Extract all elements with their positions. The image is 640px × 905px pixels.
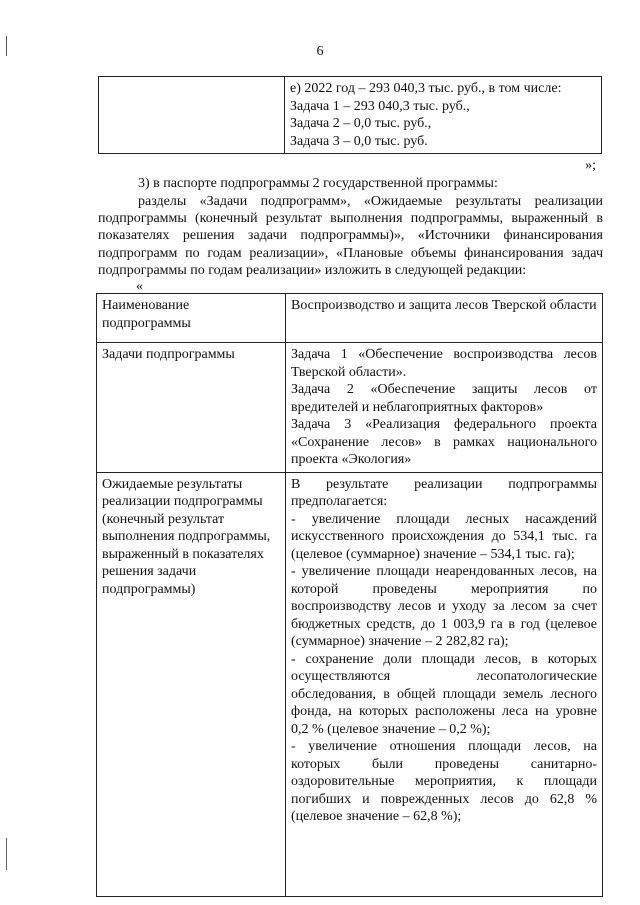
subprogram-passport-table [96, 293, 603, 897]
amendment-point-3: 3) в паспорте подпрограммы 2 государственной программы: [138, 176, 498, 191]
task-item: Задача 1 «Обеспечение воспроизводства лесов Тверской области». [291, 347, 597, 380]
funding-line: Задача 1 – 293 040,3 тыс. руб., [290, 98, 470, 114]
continuation-row [99, 77, 602, 154]
continuation-table [98, 76, 602, 154]
continuation-left-cell [99, 77, 285, 154]
closing-quote-mark: »; [585, 158, 596, 173]
result-item: - увеличение отношения площади лесов, на которых были проведены санитарно-оздоровительные мероприятия, к площади погибших и поврежденных лесов до 62,8 % (целевое значение – 62,8 %); [291, 739, 597, 824]
funding-line: Задача 3 – 0,0 тыс. руб. [290, 133, 428, 149]
table-row-results [97, 472, 603, 896]
table-row-name [97, 294, 603, 343]
funding-line: е) 2022 год – 293 040,3 тыс. руб., в том числе: [290, 81, 562, 96]
continuation-right-cell [285, 77, 602, 154]
results-intro: В результате реализации подпрограммы предполагается: [291, 476, 597, 509]
task-item: Задача 2 «Обеспечение защиты лесов от вредителей и неблагоприятных факторов» [291, 382, 597, 415]
value-cell: Воспроизводство и защита лесов Тверской области [286, 294, 603, 343]
value-cell [286, 472, 603, 896]
task-item: Задача 3 «Реализация федерального проекта «Сохранение лесов» в рамках национального проекта «Экология» [291, 417, 597, 467]
funding-line: Задача 2 – 0,0 тыс. руб., [290, 116, 432, 131]
table-row-tasks [97, 343, 603, 473]
label-cell: Наименование подпрограммы [97, 294, 286, 343]
result-item: - увеличение площади лесных насаждений искусственного происхождения до 534,1 тыс. га (целевое (суммарное) значение – 534,1 тыс. га); [291, 511, 597, 562]
page-number: 6 [316, 44, 324, 59]
result-item: - увеличение площади неарендованных лесов, на которой проведены мероприятия по воспроизводству лесов и уходу за лесом за счет бюджетных средств, до 1 003,9 га в год (целевое (суммарное) значение – 2 282,82 га); [291, 564, 597, 649]
opening-quote-mark: « [136, 279, 143, 294]
result-item: - сохранение доли площади лесов, в которых осуществляются лесопатологические обследования, в общей площади земель лесного фонда, на которых расположены леса на уровне 0,2 % (целевое значение – 0,2 %); [291, 651, 597, 737]
label-cell: Ожидаемые результаты реализации подпрограммы (конечный результат выполнения подпрограммы, выраженный в показателях решения задачи подпрограммы) [97, 472, 286, 896]
amendment-paragraph: разделы «Задачи подпрограмм», «Ожидаемые результаты реализации подпрограммы (конечный результат выполнения подпрограммы, выраженный в показателях решения задачи подпрограммы)», «Источники финансирования подпрограмм по годам реализации», «Плановые объемы финансирования задач подпрограммы по годам реализации» изложить в следующей редакции: [98, 194, 603, 278]
label-cell: Задачи подпрограммы [97, 343, 286, 473]
value-cell [286, 343, 603, 473]
scan-edge-mark-bottom [6, 838, 7, 870]
